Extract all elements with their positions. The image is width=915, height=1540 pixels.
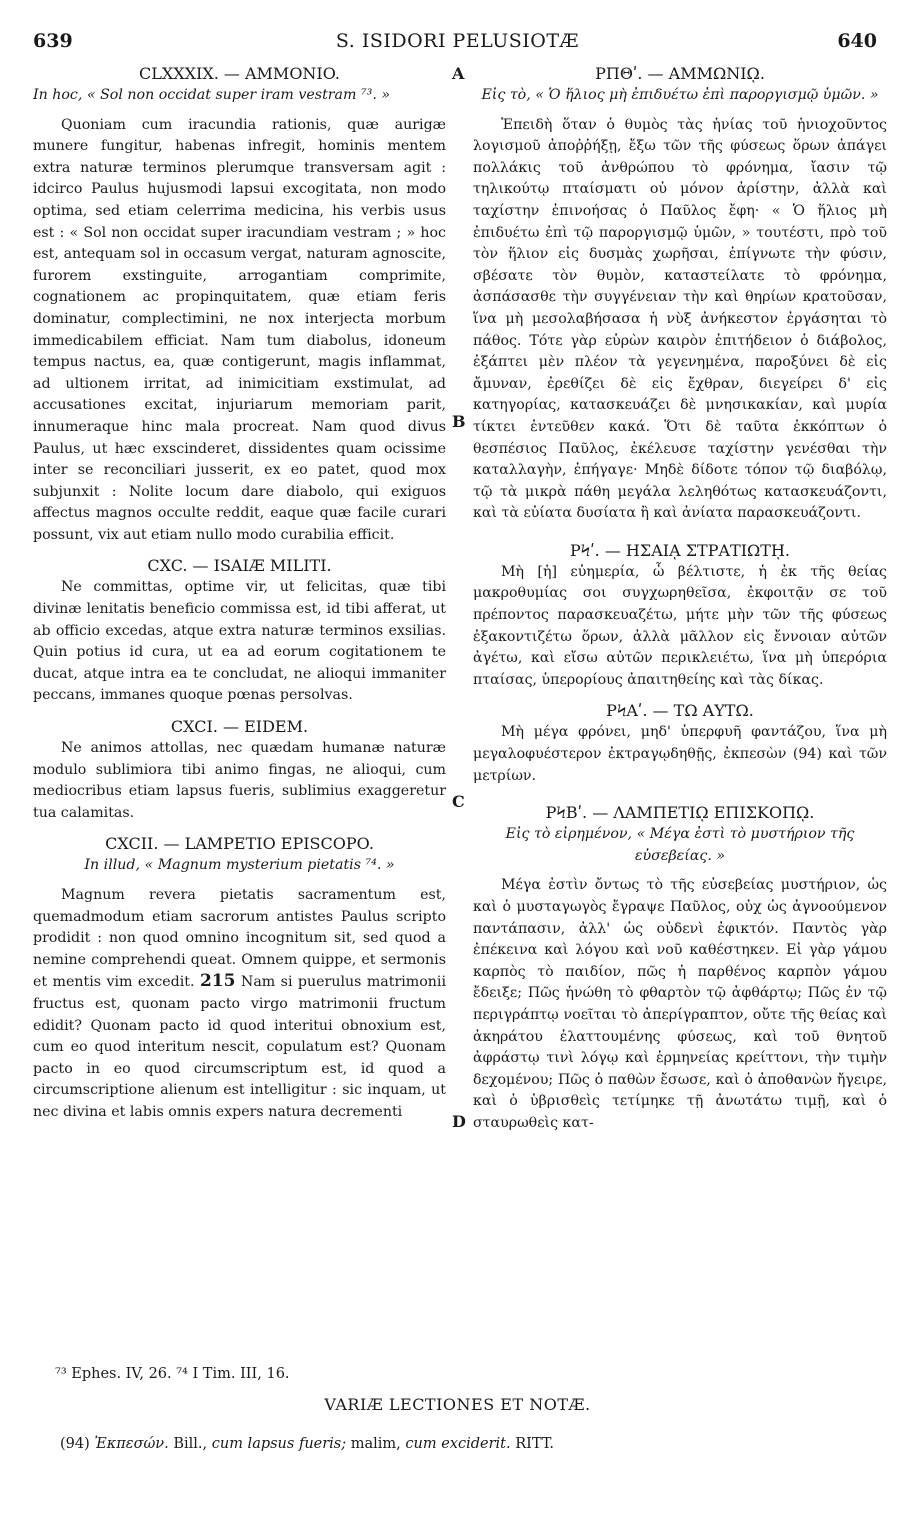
letter-body: Ἐπειδὴ ὅταν ὁ θυμὸς τὰς ἡνίας τοῦ ἡνιοχοῦντος λογισμοῦ ἀποῤῥήξῃ, ἔξω τῶν τῆς φύσεως ὅρων ἀπάγει πολλάκις τοῦ ἀνθρώπου τὸ φρόνημα, ἴασιν τῷ τηλικούτῳ πταίσματι οὐ μόνον ἀρίστην, ἀλλὰ καὶ ταχίστην ἐπινοήσας ὁ Παῦλος ἔφη· « Ὁ ἥλιος μὴ ἐπιδυέτω ἐπὶ τῷ παροργισμῷ ὑμῶν, » τουτέστι, πρὸ τοῦ τὸν ἥλιον εἰς δυσμὰς χωρῆσαι, ἐπίγνωτε τὴν φύσιν, σβέσατε τὸν θυμὸν, καταστείλατε τὸ φρόνημα, ἀσπάσασθε τὴν συγγένειαν τὴν καὶ θηρίων κρατοῦσαν, ἵνα μὴ μεσολαβήσασα ἡ νὺξ ἀνήκεστον ἐργάσηται τὸ πάθος. Τότε γὰρ εὑρὼν καιρὸν ἐπιτήδειον ὁ διάβολος, ἐξάπτει μὲν πλέον τὰ γεγενημένα, παροξύνει δὲ εἰς ἄμυναν, ἐρεθίζει δὲ εἰς ἔχθραν, διεγείρει δ' εἰς κατηγορίας, κατασκευάζει δὲ μνησικακίαν, καὶ μυρία τίκτει ἐντεῦθεν κακά. Ὅτι δὲ ταῦτα ἐκκόπτων ὁ θεσπέσιος Παῦλος, ἐκέλευσε ταχίστην γενέσθαι τὴν καταλλαγὴν, ἐπήγαγε· Μηδὲ δίδοτε τόπον τῷ διαβόλῳ, τῷ τὰ μικρὰ πάθη μεγάλα λεληθότως κατασκευάζοντι, καὶ τὰ εὐίατα δυσίατα ἢ καὶ ἀνίατα παρασκευάζοντι.	[473, 116, 887, 522]
page-number-right: 640	[837, 30, 877, 52]
margin-marker-b: B	[452, 412, 466, 431]
letter-subtitle: Εἰς τὸ, « Ὁ ἥλιος μὴ ἐπιδυέτω ἐπὶ παροργισμῷ ὑμῶν. »	[481, 87, 879, 103]
letter-body: Ne committas, optime vir, ut felicitas, quæ tibi divinæ lenitatis beneficio commissa est, id tibi afferat, ut ab officio excedas, atque extra naturæ terminos exsilias. Quin potius id cura, ut ea ad eorum cogitationem te ducat, atque intra ea te concludat, ne alioqui immaniter peccans, immanes quoque pœnas persolvas.	[33, 579, 446, 704]
footnotes: ⁷³ Ephes. IV, 26. ⁷⁴ I Tim. III, 16.	[55, 1366, 290, 1382]
margin-marker-c: C	[452, 792, 465, 811]
margin-marker-a: A	[452, 64, 465, 83]
letter-body-part: Nam si puerulus matrimonii fructus est, quonam pacto virgo matrimonii fructum edidit? Quonam pacto id quod interitui obnoxium est, cum eo quod interitum nescit, copulatum est? Quonam pacto in eo quod circumscriptum est, id quod a circumscriptione alienum est intelligitur : sic inquam, ut nec divina et labis omnis expers natura decrementi	[33, 974, 446, 1120]
variae-lectiones-heading: VARIÆ LECTIONES ET NOTÆ.	[324, 1395, 591, 1414]
letter-heading: ΡϞʹ. — ΗΣΑΙᾼ ΣΤΡΑΤΙΩΤῌ.	[570, 540, 790, 560]
marginal-page-number: 215	[199, 971, 236, 992]
letter-subtitle: In hoc, « Sol non occidat super iram vestram ⁷³. »	[33, 87, 391, 103]
letter-heading: CXCI. — EIDEM.	[170, 717, 309, 737]
letter-heading: ΡϞΑʹ. — ΤΩ ΑΥΤΩ.	[606, 701, 754, 721]
letter-body: Ne animos attollas, nec quædam humanæ naturæ modulo sublimiora tibi animo fingas, ne alioqui, cum mediocribus etiam lapsus fueris, sublimius exaggeretur tua calamitas.	[33, 740, 446, 821]
latin-column	[33, 62, 446, 1124]
page-number-left: 639	[33, 30, 73, 52]
letter-body	[33, 885, 446, 1124]
letter-heading: CLXXXIX. — AMMONIO.	[138, 64, 341, 83]
letter-body-part: Magnum revera pietatis sacramentum est, quemadmodum etiam sacrorum antistes Paulus scripto prodidit : non quod omnino incognitum sit, sed quod a nemine comprehendi queat. Omnem quippe, et sermonis et mentis vim excedit.	[33, 887, 446, 991]
note-source: Bill.,	[173, 1436, 208, 1452]
letter-body: Μὴ μέγα φρόνει, μηδ' ὑπερφυῆ φαντάζου, ἵνα μὴ μεγαλοφυέστερον ἐκτραγῳδηθῇς, ἐκπεσὼν (94) καὶ τῶν μετρίων.	[473, 724, 887, 784]
note-latin-reading: cum lapsus fueris;	[211, 1436, 347, 1452]
margin-marker-d: D	[452, 1112, 466, 1131]
note-malim: malim,	[350, 1436, 401, 1452]
letter-heading: CXC. — ISAIÆ MILITI.	[147, 556, 332, 576]
letter-heading: ΡϞΒʹ. — ΛΑΜΠΕΤΙῼ ΕΠΙΣΚΟΠῼ.	[545, 803, 815, 823]
letter-heading: CXCII. — LAMPETIO EPISCOPO.	[105, 834, 374, 854]
greek-column	[473, 62, 887, 1135]
letter-body: Quoniam cum iracundia rationis, quæ aurigæ munere fungitur, habenas infregit, hominis mentem extra naturæ terminos plerumque transversam agit : idcirco Paulus hujusmodi lapsui excogitata, non modo optima, sed etiam celerrima medicina, his verbis usus est : « Sol non occidat super iracundiam vestram ; » hoc est, antequam sol in occasum vergat, naturam agnoscite, furorem exstinguite, arrogantiam comprimite, cognationem ac propinquitatem, quæ etiam feris dominatur, complectimini, ne nox interjecta morbum immedicabilem efficiat. Nam tum diabolus, idoneum tempus nactus, ea, quæ contigerunt, magis inflammat, ad ultionem irritat, ad inimicitiam exstimulat, ad accusationes excitat, injuriarum memoriam parit, innumeraque hinc mala procreat. Nam quod divus Paulus, ut hæc exscinderet, dissidentes quam ocissime inter se reconciliari jusserit, ex eo patet, quod mox subjunxit : Nolite locum dare diabolo, qui exiguos affectus magnos occulte reddit, eaque quæ facile curari possunt, vix aut etiam nullo modo curabilia efficit.	[33, 116, 446, 543]
letter-subtitle: In illud, « Magnum mysterium pietatis ⁷⁴. »	[84, 857, 395, 874]
letter-subtitle: Εἰς τὸ εἰρημένον, « Μέγα ἐστὶ τὸ μυστήριον τῆς εὐσεβείας. »	[505, 826, 855, 864]
page-title: S. ISIDORI PELUSIOTÆ	[335, 30, 580, 52]
letter-body: Μὴ [ἡ] εὐημερία, ὦ βέλτιστε, ἡ ἐκ τῆς θείας μακροθυμίας σοι συγχωρηθεῖσα, ἐκφοιτᾷν σε τοῦ πρέποντος παρασκευαζέτω, μήτε μὴν τῶν τῆς φύσεως ἐξακοντιζέτω ὅρων, ἀλλὰ μᾶλλον εἰς ἔννοιαν αὐτῶν ἀγέτω, καὶ εἴσω αὐτῶν περικλειέτω, ἵνα μὴ ὑπερόρια πταίσας, ὑπερορίους ἀπαιτηθείης καὶ τὰς δίκας.	[473, 563, 887, 688]
letter-heading: ΡΠΘʹ. — ΑΜΜΩΝΙῼ.	[595, 64, 765, 83]
note-greek-lemma: Ἐκπεσών.	[94, 1436, 169, 1452]
note-editor: RITT.	[515, 1436, 554, 1452]
textual-note	[60, 1436, 554, 1452]
running-head	[0, 30, 915, 58]
letter-body: Μέγα ἐστὶν ὄντως τὸ τῆς εὐσεβείας μυστήριον, ὡς καὶ ὁ μυσταγωγὸς ἔγραψε Παῦλος, οὐχ ὡς ἀγνοούμενον παντάπασιν, ἀλλ' ὡς οὐδενὶ ἐφικτόν. Παντὸς γὰρ ἐπέκεινα καὶ λόγου καὶ νοῦ καθέστηκεν. Εἰ γὰρ γάμου καρπὸς τὸ παιδίον, πῶς ἡ παρθένος καρπὸν γάμου ἔδειξε; Πῶς ἡνώθη τὸ φθαρτὸν τῷ ἀφθάρτῳ; Πῶς ἐν τῷ περιγράπτῳ νοεῖται τὸ ἀπερίγραπτον, οὔτε τῆς θείας καὶ ἀκηράτου ἐλαττουμένης φύσεως, καὶ τοῦ θνητοῦ ἀφράστῳ τινὶ λόγῳ καὶ ἑρμηνείας κρείττονι, τὴν τιμὴν δεχομένου; Πῶς ὁ παθὼν ἔσωσε, καὶ ὁ ἀποθανὼν ἤγειρε, καὶ ὁ ὑβρισθεὶς τετίμηκε τῇ ἀνωτάτω τιμῇ, καὶ ὁ σταυρωθεὶς κατ-	[473, 877, 887, 1131]
note-number: (94)	[60, 1436, 90, 1452]
note-emendation: cum exciderit.	[405, 1436, 511, 1452]
